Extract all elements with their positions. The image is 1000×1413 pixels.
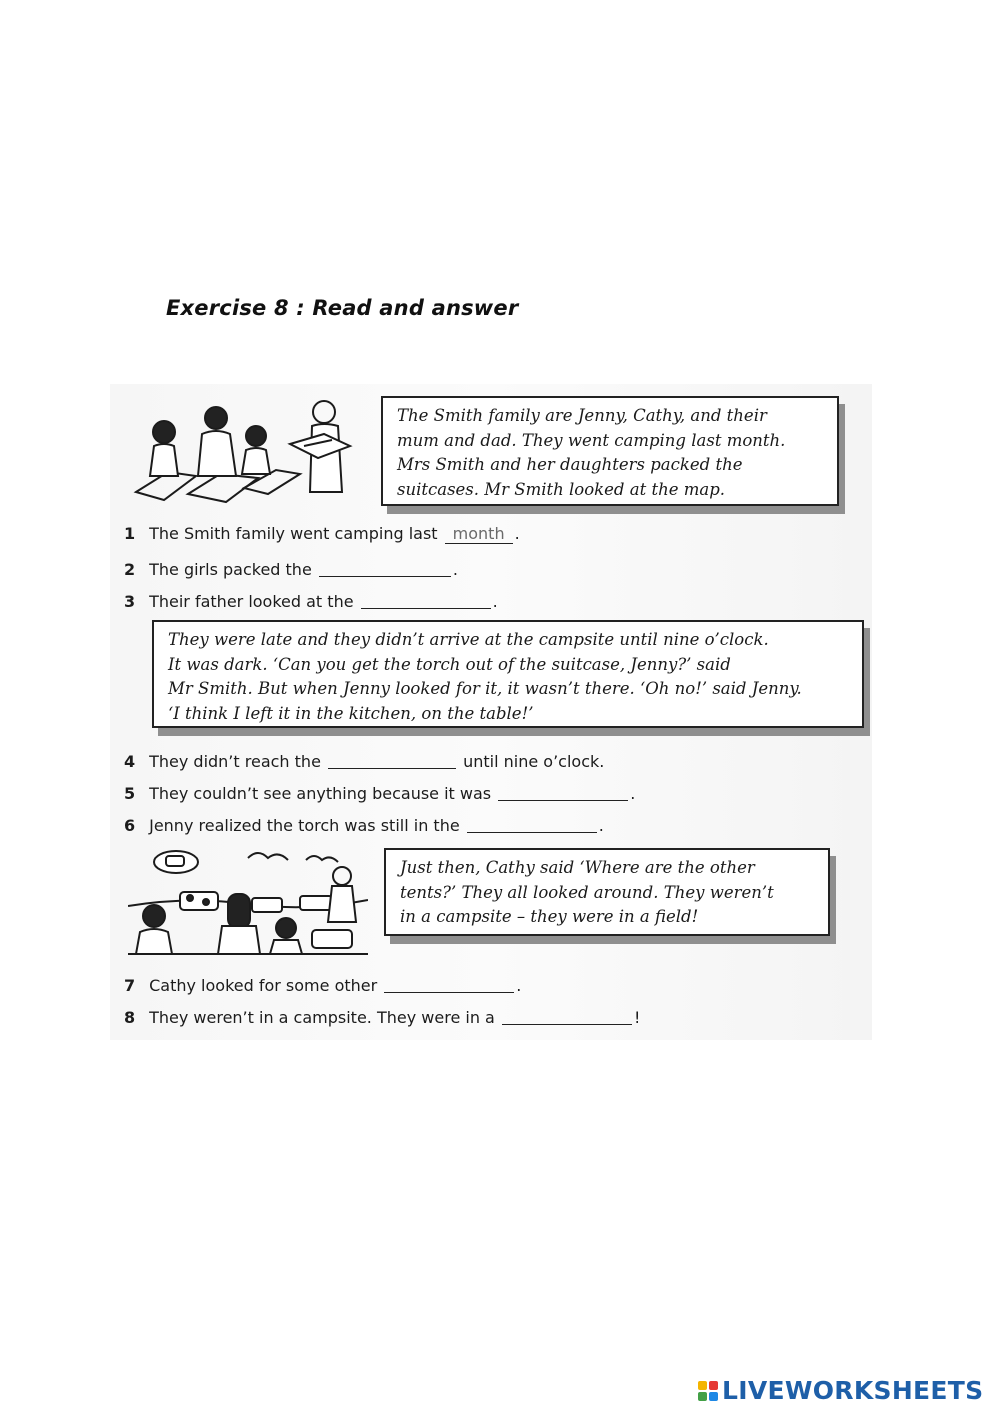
story-line: ‘I think I left it in the kitchen, on the table!’: [168, 703, 534, 723]
question-text: They didn’t reach the: [149, 752, 321, 771]
story-line: The Smith family are Jenny, Cathy, and their: [397, 406, 767, 425]
answer-blank-7[interactable]: [384, 974, 514, 993]
question-6: [124, 812, 604, 835]
question-number: 3: [124, 592, 136, 611]
question-number: 7: [124, 976, 136, 995]
story-line: tents?’ They all looked around. They weren’t: [400, 882, 774, 902]
story-box-1: [381, 396, 839, 506]
question-end: .: [492, 592, 498, 611]
question-text: Their father looked at the: [149, 592, 354, 611]
question-7: [124, 972, 521, 995]
question-1: [124, 524, 520, 544]
question-5: [124, 780, 635, 803]
question-text: Cathy looked for some other: [149, 976, 378, 995]
story-line: Mrs Smith and her daughters packed the: [397, 455, 743, 474]
cow-icon: [180, 892, 218, 910]
question-number: 8: [124, 1008, 136, 1027]
question-end: .: [516, 976, 522, 995]
story-box-3: [384, 848, 830, 936]
question-end: .: [452, 560, 458, 579]
question-8: [124, 1004, 640, 1027]
story-line: suitcases. Mr Smith looked at the map.: [397, 479, 726, 499]
question-text: They weren’t in a campsite. They were in a: [149, 1008, 495, 1027]
logo-square: [709, 1381, 718, 1390]
thought-bubble-icon: [154, 851, 198, 873]
answer-blank-5[interactable]: [498, 782, 628, 801]
answer-blank-8[interactable]: [502, 1006, 632, 1025]
story-line: mum and dad. They went camping last month.: [397, 430, 786, 450]
question-4: [124, 748, 604, 771]
story-line: It was dark. ‘Can you get the torch out of the suitcase, Jenny?’ said: [168, 654, 731, 674]
answer-blank-3[interactable]: [361, 590, 491, 609]
question-end: .: [598, 816, 604, 835]
logo-square: [698, 1392, 707, 1401]
exercise-title: Exercise 8 : Read and answer: [166, 296, 519, 320]
question-text: Jenny realized the torch was still in the: [149, 816, 460, 835]
question-text: They couldn’t see anything because it was: [149, 784, 492, 803]
logo-grid-icon: [698, 1381, 718, 1401]
question-text: The girls packed the: [149, 560, 312, 579]
question-end: until nine o’clock.: [463, 752, 605, 771]
question-text: The Smith family went camping last: [149, 524, 438, 543]
story-box-2: [152, 620, 864, 728]
answer-blank-1[interactable]: month: [445, 524, 513, 544]
question-end: .: [630, 784, 636, 803]
question-number: 2: [124, 560, 136, 579]
logo-text: LIVEWORKSHEETS: [722, 1376, 984, 1405]
question-2: [124, 556, 458, 579]
answer-blank-6[interactable]: [467, 814, 597, 833]
question-end: !: [633, 1008, 641, 1027]
question-number: 5: [124, 784, 136, 803]
logo-square: [709, 1392, 718, 1401]
family-in-field-illustration: [128, 846, 368, 956]
liveworksheets-logo: [698, 1376, 983, 1405]
story-line: Mr Smith. But when Jenny looked for it, it wasn’t there. ‘Oh no!’ said Jenny.: [168, 679, 802, 698]
logo-square: [698, 1381, 707, 1390]
answer-blank-2[interactable]: [319, 558, 451, 577]
question-number: 4: [124, 752, 136, 771]
family-packing-illustration: [128, 396, 364, 508]
question-end: .: [514, 524, 520, 543]
question-number: 6: [124, 816, 136, 835]
answer-blank-4[interactable]: [328, 750, 456, 769]
story-line: in a campsite – they were in a field!: [400, 907, 699, 926]
question-3: [124, 588, 498, 611]
question-number: 1: [124, 524, 136, 543]
story-line: They were late and they didn’t arrive at the campsite until nine o’clock.: [168, 630, 769, 649]
story-line: Just then, Cathy said ‘Where are the other: [400, 858, 755, 877]
